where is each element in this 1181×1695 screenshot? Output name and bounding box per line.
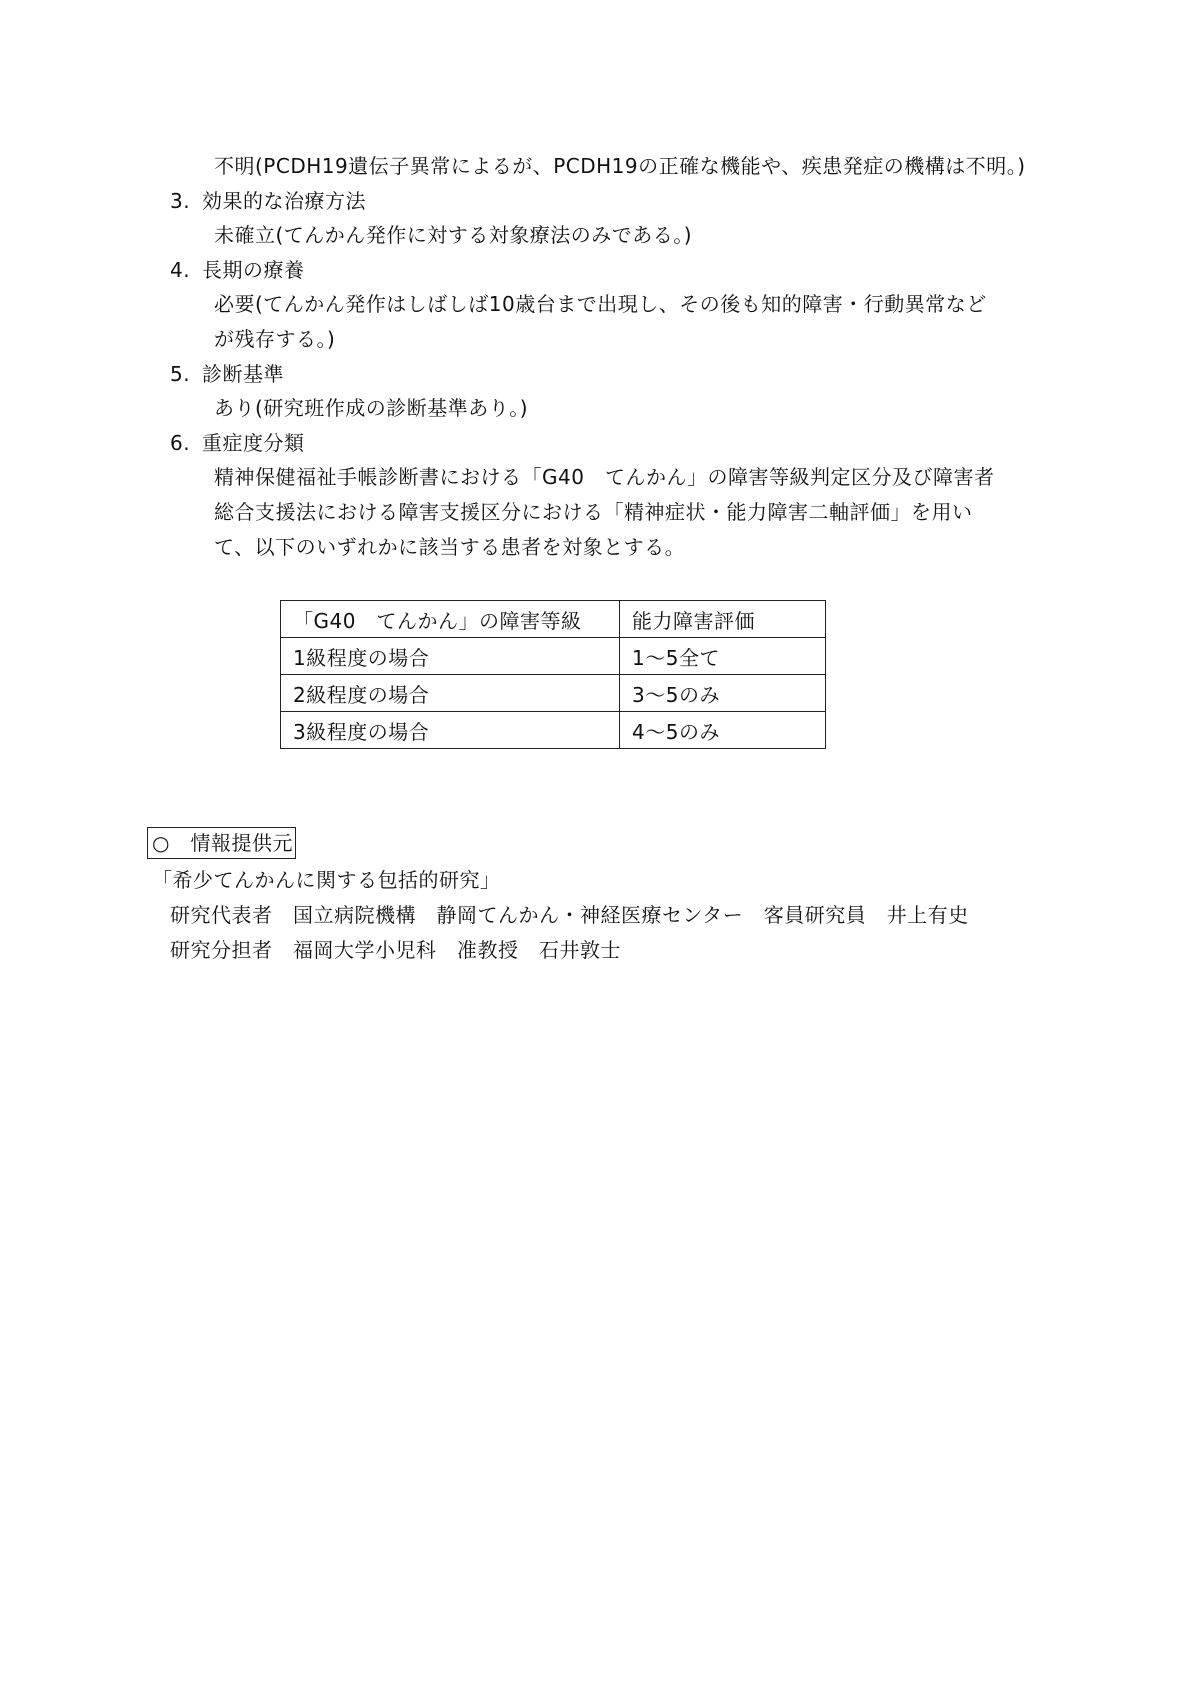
section-title: 診断基準 bbox=[202, 362, 284, 386]
section-3-heading bbox=[170, 187, 366, 215]
treatment-text: 未確立(てんかん発作に対する対象療法のみである。) bbox=[214, 223, 693, 247]
study-title: 「希少てんかんに関する包括的研究」 bbox=[152, 868, 501, 892]
section-number: 6. bbox=[170, 431, 191, 455]
table-cell: 1～5全て bbox=[620, 638, 826, 675]
severity-text-2: 総合支援法における障害支援区分における「精神症状・能力障害二軸評価」を用い bbox=[214, 500, 973, 524]
table-row bbox=[281, 638, 826, 675]
severity-text-3: て、以下のいずれかに該当する患者を対象とする。 bbox=[214, 535, 686, 559]
section-number: 3. bbox=[170, 189, 191, 213]
section-5-heading bbox=[170, 360, 284, 388]
section-title: 長期の療養 bbox=[202, 258, 305, 282]
table-cell: 4～5のみ bbox=[620, 712, 826, 749]
long-term-care-text-cont: が残存する。) bbox=[214, 327, 336, 351]
diagnosis-text: あり(研究班作成の診断基準あり。) bbox=[214, 396, 529, 420]
section-4-heading bbox=[170, 256, 305, 284]
severity-table bbox=[280, 600, 826, 749]
section-6-heading bbox=[170, 429, 305, 457]
section-title: 効果的な治療方法 bbox=[202, 189, 366, 213]
table-cell: 3～5のみ bbox=[620, 675, 826, 712]
section-number: 4. bbox=[170, 258, 191, 282]
table-row bbox=[281, 712, 826, 749]
table-cell: 2級程度の場合 bbox=[281, 675, 620, 712]
table-cell: 1級程度の場合 bbox=[281, 638, 620, 675]
info-source-heading: ○ 情報提供元 bbox=[147, 827, 296, 859]
cause-text: 不明(PCDH19遺伝子異常によるが、PCDH19の正確な機能や、疾患発症の機構は不明。) bbox=[214, 154, 1026, 178]
table-header-row bbox=[281, 601, 826, 638]
principal-investigator: 研究代表者 国立病院機構 静岡てんかん・神経医療センター 客員研究員 井上有史 bbox=[170, 903, 969, 927]
section-title: 重症度分類 bbox=[202, 431, 305, 455]
severity-text-1: 精神保健福祉手帳診断書における「G40 てんかん」の障害等級判定区分及び障害者 bbox=[214, 465, 995, 489]
table-header-cell: 能力障害評価 bbox=[620, 601, 826, 638]
table-cell: 3級程度の場合 bbox=[281, 712, 620, 749]
table-header-cell: 「G40 てんかん」の障害等級 bbox=[281, 601, 620, 638]
section-number: 5. bbox=[170, 362, 191, 386]
table-row bbox=[281, 675, 826, 712]
co-investigator: 研究分担者 福岡大学小児科 准教授 石井敦士 bbox=[170, 938, 621, 962]
long-term-care-text: 必要(てんかん発作はしばしば10歳台まで出現し、その後も知的障害・行動異常など bbox=[214, 292, 987, 316]
